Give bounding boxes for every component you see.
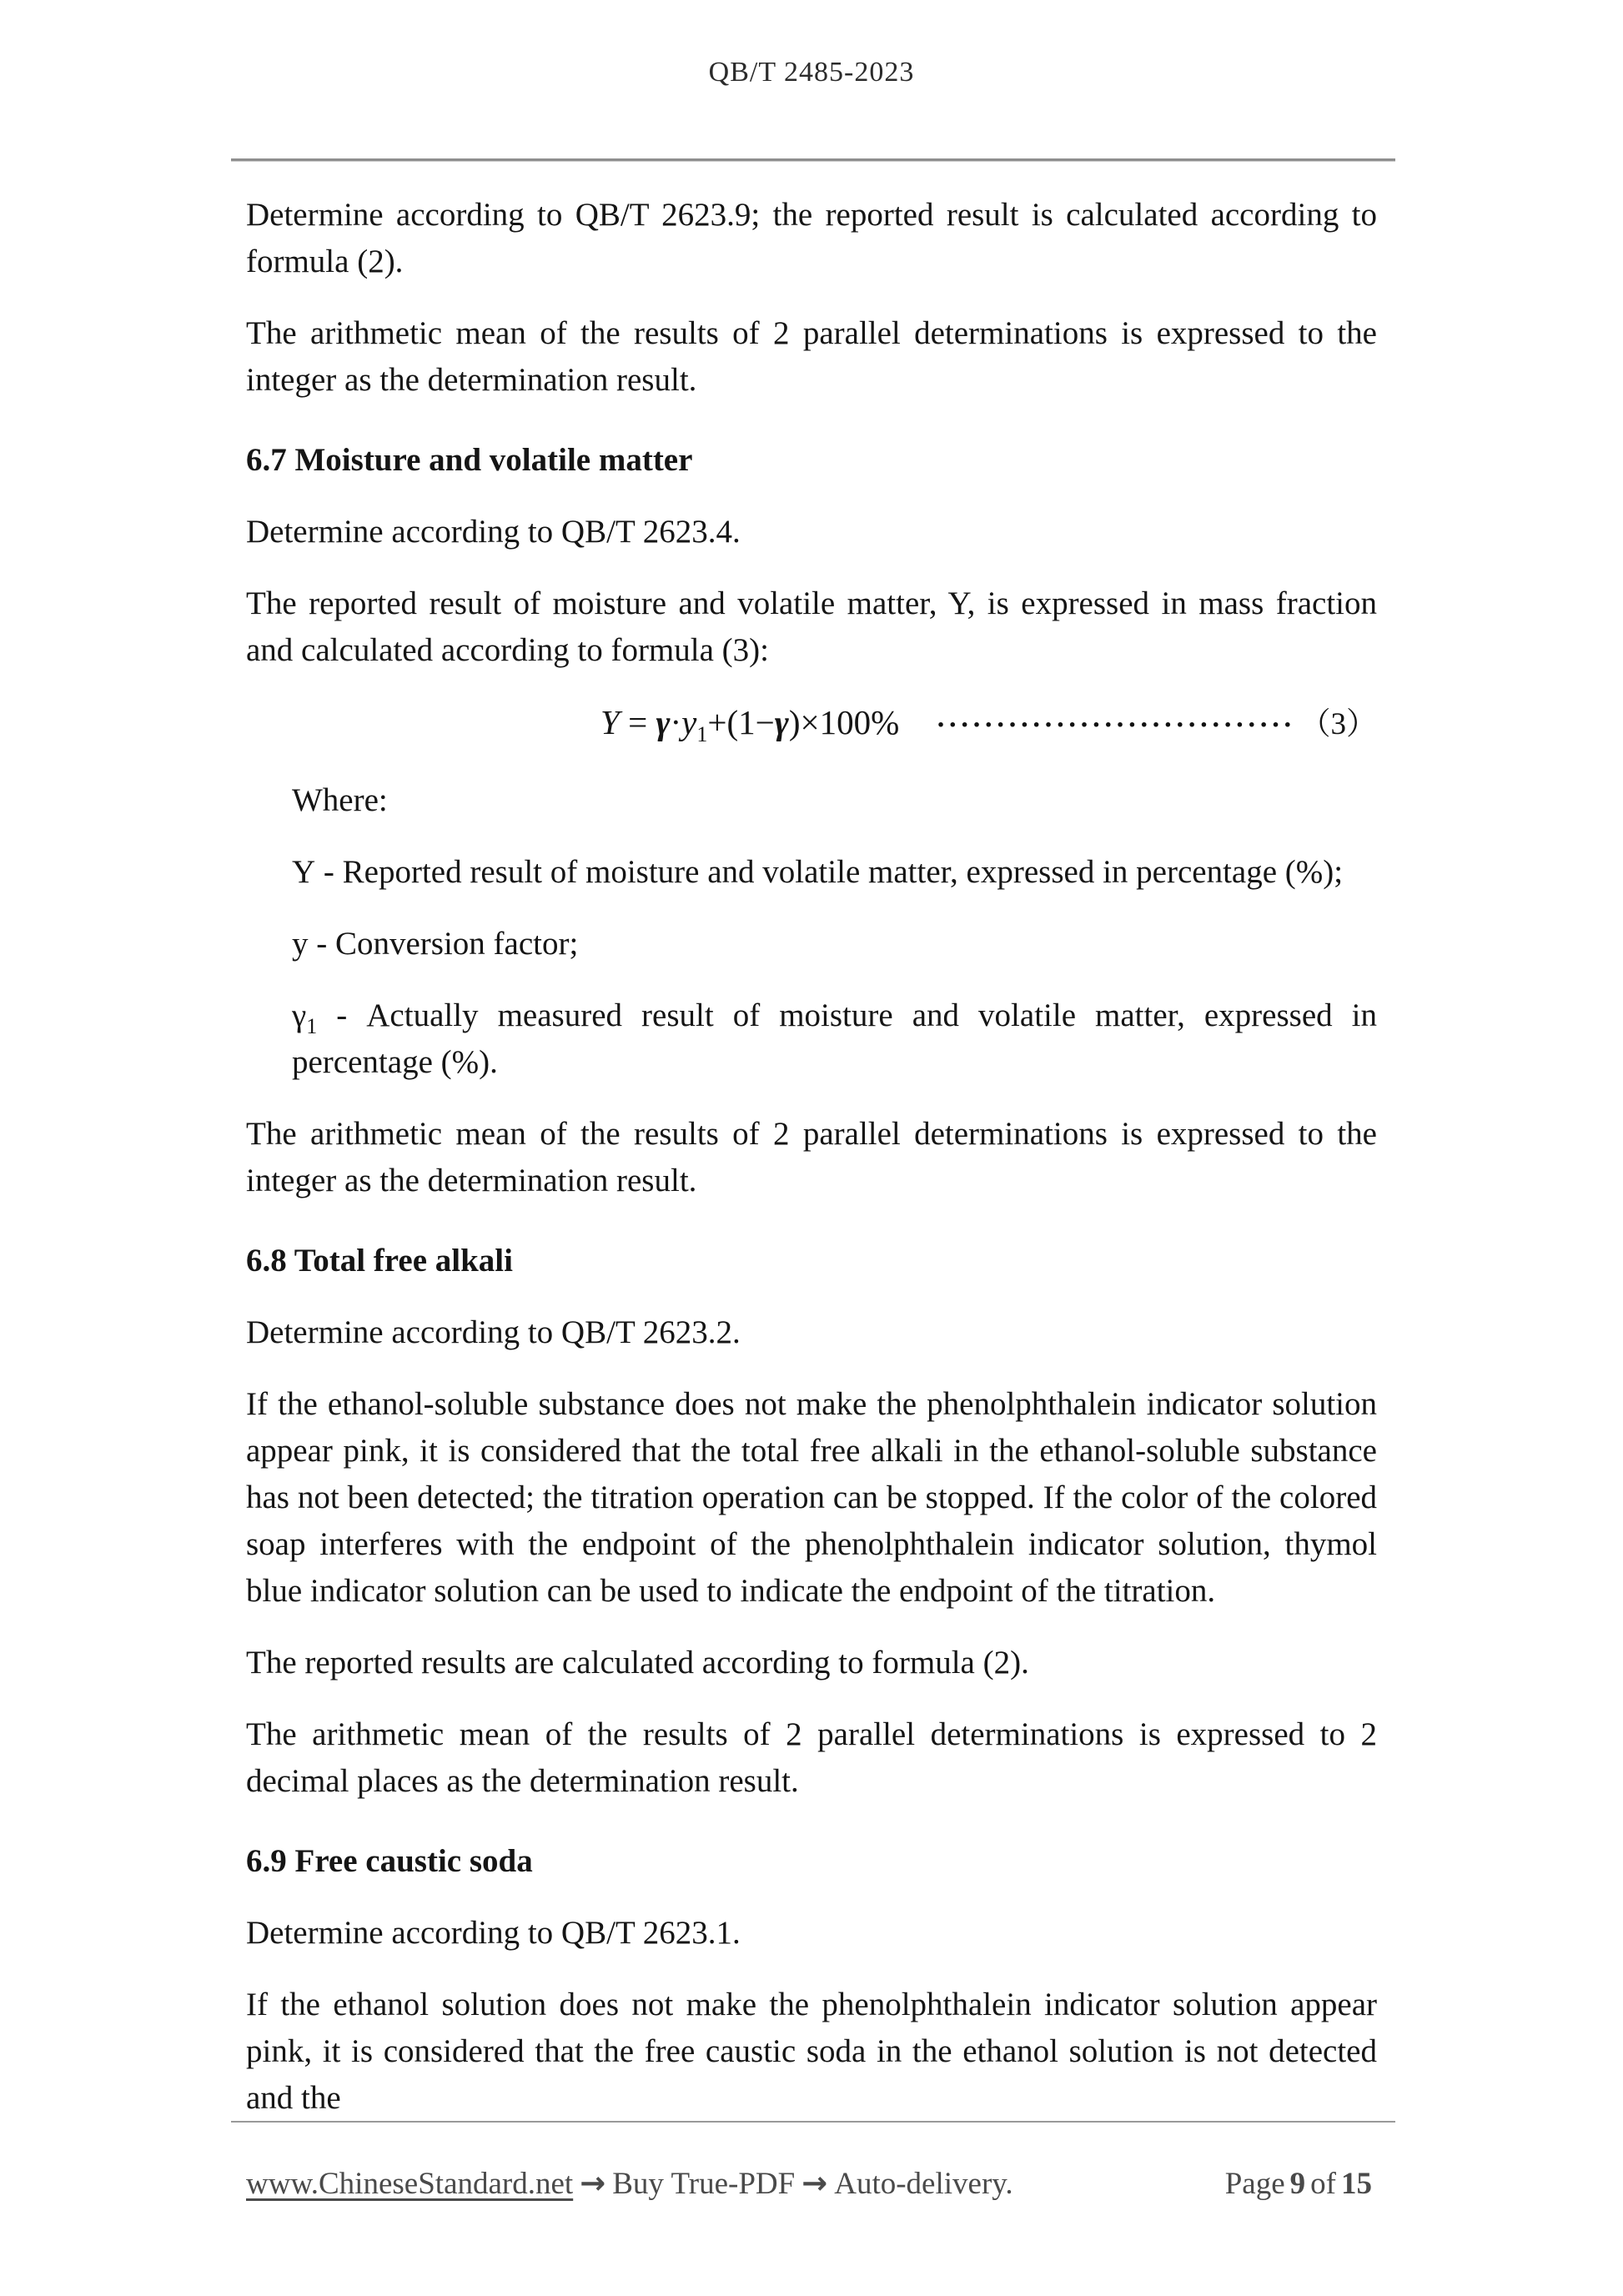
- header-divider: [231, 158, 1395, 162]
- paragraph-determine-2623-4: Determine according to QB/T 2623.4.: [246, 514, 741, 550]
- footer-buy-text: Buy True-PDF: [612, 2167, 796, 2201]
- definition-term-subscript: 1: [306, 1013, 318, 1038]
- definition-item-Y: [246, 849, 1377, 896]
- definition-item-y: [246, 921, 1377, 967]
- footer-divider: [231, 2121, 1395, 2123]
- page-total: 15: [1341, 2167, 1372, 2201]
- section-heading-6-8: 6.8 Total free alkali: [246, 1243, 513, 1279]
- document-body: [246, 192, 1377, 2147]
- footer-promo-line: [246, 2165, 1013, 2202]
- right-arrow-icon: →: [580, 2165, 606, 2201]
- definition-text: - Reported result of moisture and volatile matter, expressed in percentage (%);: [315, 854, 1344, 890]
- formula-3-row: [246, 699, 1377, 749]
- section-heading-6-9: 6.9 Free caustic soda: [246, 1843, 533, 1879]
- of-label: of: [1310, 2167, 1336, 2201]
- section-heading-6-7: 6.7 Moisture and volatile matter: [246, 442, 693, 478]
- paragraph-reported-results-formula-2: The reported results are calculated according to formula (2).: [246, 1645, 1029, 1681]
- page-header-standard-number: QB/T 2485-2023: [708, 57, 915, 88]
- footer-delivery-text: Auto-delivery.: [834, 2167, 1013, 2201]
- paragraph-arithmetic-mean-integer-2: The arithmetic mean of the results of 2 parallel determinations is expressed to the integer as the determination result.: [246, 1116, 1377, 1198]
- page-indicator: [1225, 2166, 1377, 2202]
- paragraph-determine-2623-2: Determine according to QB/T 2623.2.: [246, 1314, 741, 1350]
- paragraph-ethanol-solution-caustic-soda: If the ethanol solution does not make the phenolphthalein indicator solution appear pink, it is considered that the free caustic soda in the ethanol solution is not detected and the: [246, 1987, 1377, 2116]
- paragraph-determine-2623-9: Determine according to QB/T 2623.9; the reported result is calculated according to formula (2).: [246, 197, 1377, 279]
- page-current: 9: [1289, 2167, 1306, 2201]
- paragraph-ethanol-soluble-phenolphthalein: If the ethanol-soluble substance does not make the phenolphthalein indicator solution appear pink, it is considered that the total free alkali in the ethanol-soluble substance has not been detected; the titration operation can be stopped. If the color of the colored soap interferes with the endpoint of the phenolphthalein indicator solution, thymol blue indicator solution can be used to indicate the endpoint of the titration.: [246, 1386, 1377, 1609]
- definition-text: - Conversion factor;: [308, 926, 579, 962]
- paragraph-arithmetic-mean-integer: The arithmetic mean of the results of 2 parallel determinations is expressed to the integer as the determination result.: [246, 315, 1377, 398]
- paragraph-reported-result-moisture: The reported result of moisture and volatile matter, Y, is expressed in mass fraction and calculated according to formula (3):: [246, 585, 1377, 668]
- paragraph-determine-2623-1: Determine according to QB/T 2623.1.: [246, 1915, 741, 1951]
- formula-number: （3）: [1299, 707, 1377, 741]
- definition-term: Y: [292, 854, 316, 890]
- definition-term: γ: [292, 997, 307, 1033]
- definition-term: y: [292, 926, 309, 962]
- where-label: Where:: [292, 782, 388, 818]
- right-arrow-icon: →: [801, 2165, 828, 2201]
- page-label: Page: [1224, 2167, 1285, 2201]
- page-footer: [246, 2165, 1377, 2202]
- formula-3-expression: $Y = \gamma\cdot y_1+(1-\gamma)\times 100\%$: [600, 703, 900, 747]
- definition-item-gamma1: [246, 992, 1377, 1086]
- definition-text: - Actually measured result of moisture and volatile matter, expressed in percentage (%).: [292, 997, 1377, 1080]
- formula-dots-leader: ······························: [936, 710, 1295, 741]
- site-link[interactable]: www.ChineseStandard.net: [246, 2167, 574, 2201]
- paragraph-arithmetic-mean-2-decimal: The arithmetic mean of the results of 2 parallel determinations is expressed to 2 decimal places as the determination result.: [246, 1716, 1377, 1799]
